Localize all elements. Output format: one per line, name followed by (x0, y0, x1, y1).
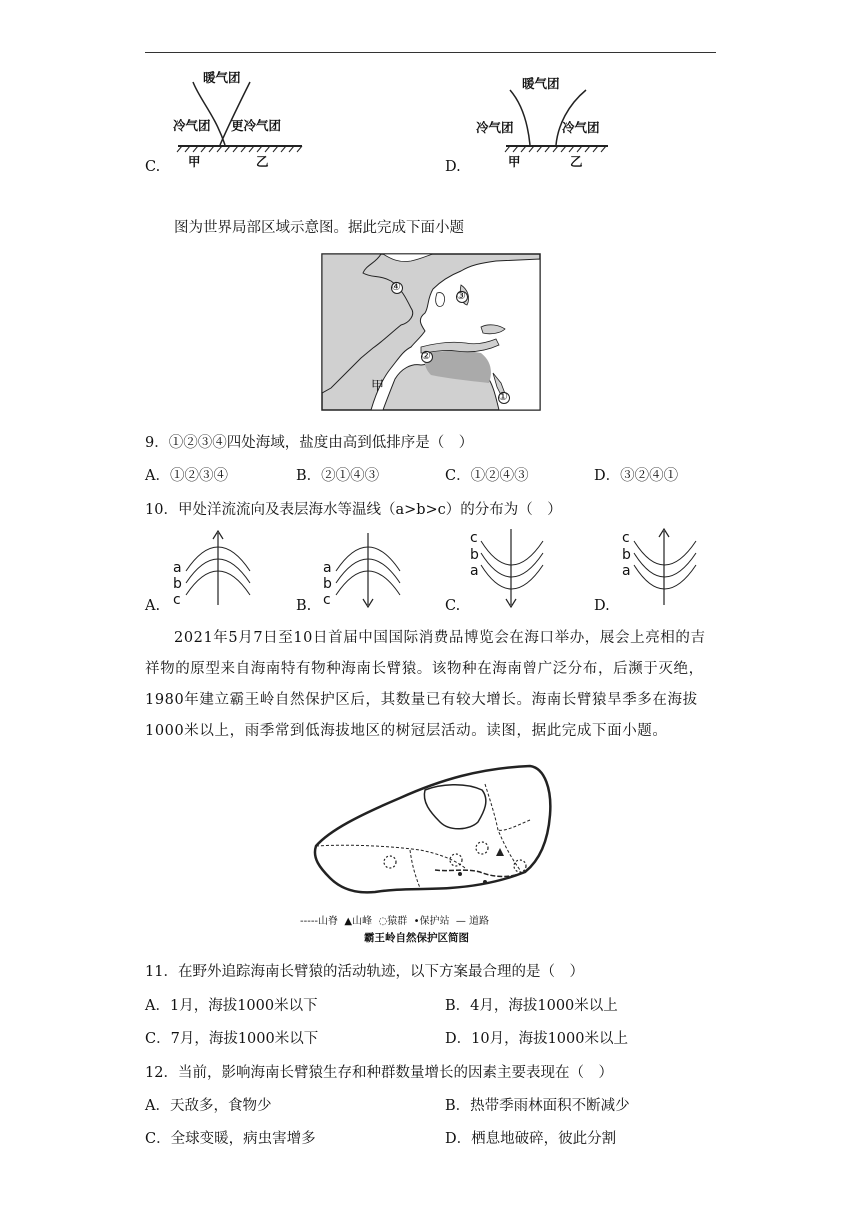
q9-option-d[interactable]: D．③②④① (594, 468, 679, 484)
q10-option-a-label[interactable]: A. (145, 598, 161, 614)
q10-b-iso-c: c (323, 592, 331, 608)
reserve-boundary (315, 766, 550, 892)
q11-option-a[interactable]: A．1月，海拔1000米以下 (145, 998, 318, 1014)
q11-option-c[interactable]: C．7月，海拔1000米以下 (145, 1031, 319, 1047)
marker-3-label: ③ (456, 289, 466, 302)
legend-peak: 山峰 (352, 916, 373, 927)
q10-a-iso-c: c (173, 592, 181, 608)
q10-b-iso-b: b (323, 576, 332, 592)
yi-label-c: 乙 (256, 154, 269, 169)
q10-option-d-label[interactable]: D. (594, 598, 610, 614)
q10-isotherm-a[interactable] (172, 525, 272, 615)
legend-road-symbol: — (455, 916, 466, 927)
reserve-legend (300, 912, 570, 927)
q12-option-d[interactable]: D．栖息地破碎，彼此分割 (445, 1131, 617, 1147)
q9-option-c[interactable]: C．①②④③ (445, 468, 529, 484)
header-rule (145, 52, 716, 53)
q10-d-iso-c: c (622, 530, 630, 546)
cold-air-label-d-left: 冷气团 (476, 120, 514, 135)
q10-c-iso-c: c (470, 530, 478, 546)
reserve-map-svg (300, 760, 570, 910)
legend-peak-symbol: ▲ (344, 916, 353, 927)
legend-group: 猿群 (387, 916, 408, 927)
q9-stem: 9．①②③④四处海域，盐度由高到低排序是（ ） (145, 435, 474, 451)
colder-air-label-c: 更冷气团 (231, 118, 282, 133)
cold-air-label-c: 冷气团 (173, 118, 211, 133)
station-marker-2 (483, 880, 487, 884)
q12-option-c[interactable]: C．全球变暖，病虫害增多 (145, 1131, 316, 1147)
q10-d-iso-b: b (622, 547, 631, 563)
q9-option-b[interactable]: B．②①④③ (296, 468, 380, 484)
legend-station: 保护站 (419, 916, 450, 927)
legend-station-symbol: • (413, 916, 420, 927)
legend-group-symbol: ◌ (378, 916, 388, 927)
british-isles (436, 293, 445, 307)
marker-2-label: ② (421, 349, 431, 362)
cold-air-label-d-right: 冷气团 (562, 120, 600, 135)
q10-stem: 10．甲处洋流流向及表层海水等温线（a>b>c）的分布为（ ） (145, 502, 562, 518)
q10-a-iso-b: b (173, 576, 182, 592)
q11-option-d[interactable]: D．10月，海拔1000米以上 (445, 1031, 628, 1047)
q10-b-iso-a: a (323, 560, 332, 576)
reserve-caption: 霸王岭自然保护区简图 (364, 932, 469, 944)
q10-isotherm-d[interactable] (620, 525, 720, 615)
q10-option-b-label[interactable]: B. (296, 598, 312, 614)
map-jia-label: 甲 (371, 379, 385, 394)
legend-ridge-symbol: ----- (300, 916, 319, 927)
front-figure-c (140, 60, 320, 180)
jia-label-d: 甲 (508, 154, 521, 169)
option-c-label: C. (145, 159, 161, 175)
marker-4-label: ④ (391, 280, 401, 293)
marker-1-label: ① (498, 390, 508, 403)
station-marker-1 (458, 872, 462, 876)
front-line-c1 (193, 82, 225, 145)
yi-label-d: 乙 (570, 154, 583, 169)
q11-stem: 11．在野外追踪海南长臂猿的活动轨迹，以下方案最合理的是（ ） (145, 964, 584, 980)
option-d-label: D. (445, 159, 461, 175)
q10-isotherm-c[interactable] (467, 525, 567, 615)
q10-c-iso-a: a (470, 563, 479, 579)
world-map-svg (321, 253, 541, 411)
q12-option-b[interactable]: B．热带季雨林面积不断减少 (445, 1098, 630, 1114)
legend-road: 道路 (469, 916, 490, 927)
q10-c-iso-b: b (470, 547, 479, 563)
warm-air-label-d: 暖气团 (522, 76, 560, 91)
q10-option-c-label[interactable]: C. (445, 598, 461, 614)
q9-option-a[interactable]: A．①②③④ (145, 468, 228, 484)
front-figure-d (468, 60, 628, 180)
reserve-map (300, 760, 570, 950)
legend-ridge: 山脊 (318, 916, 339, 927)
map-intro: 图为世界局部区域示意图。据此完成下面小题 (174, 220, 464, 236)
front-line-c2 (220, 82, 250, 145)
warm-air-label-c: 暖气团 (203, 70, 241, 85)
q10-d-iso-a: a (622, 563, 631, 579)
q10-isotherm-b[interactable] (322, 525, 422, 615)
jia-label-c: 甲 (188, 154, 201, 169)
q11-option-b[interactable]: B．4月，海拔1000米以上 (445, 998, 618, 1014)
passage-gibbon: 2021年5月7日至10日首届中国国际消费品博览会在海口举办，展会上亮相的吉祥物的原型来自海南特有物种海南长臂猿。该物种在海南曾广泛分布，后濒于灭绝，1980年建立霸王岭自然保护区后，其数量已有较大增长。海南长臂猿旱季多在海拔1000米以上，雨季常到低海拔地区的树冠层活动。读图，据此完成下面小题。 (145, 630, 706, 739)
q12-option-a[interactable]: A．天敌多，食物少 (145, 1098, 272, 1114)
q12-stem: 12．当前，影响海南长臂猿生存和种群数量增长的因素主要表现在（ ） (145, 1065, 613, 1081)
q10-a-iso-a: a (173, 560, 182, 576)
world-map (321, 253, 541, 411)
